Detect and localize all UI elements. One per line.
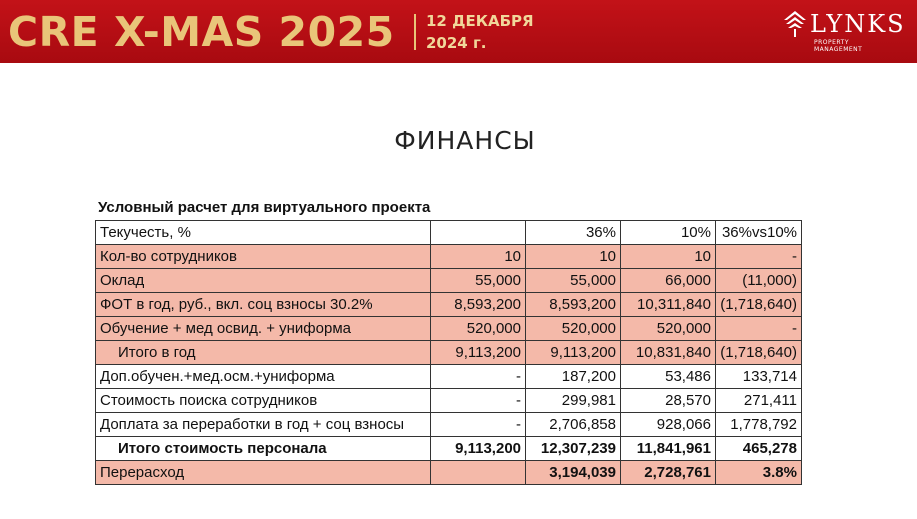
row-label-cell: Итого стоимость персонала xyxy=(96,437,431,461)
value-cell: 2,728,761 xyxy=(621,461,716,485)
table-caption: Условный расчет для виртуального проекта xyxy=(98,199,431,216)
value-cell: 9,113,200 xyxy=(431,341,526,365)
value-cell: 465,278 xyxy=(716,437,802,461)
value-cell: - xyxy=(431,413,526,437)
lynks-logo xyxy=(784,9,914,59)
row-label-cell: Обучение + мед освид. + униформа xyxy=(96,317,431,341)
value-cell: 10 xyxy=(526,245,621,269)
row-label-cell: ФОТ в год, руб., вкл. соц взносы 30.2% xyxy=(96,293,431,317)
value-cell: 520,000 xyxy=(621,317,716,341)
event-title: CRE X-MAS 2025 xyxy=(8,8,395,56)
table-row xyxy=(96,269,802,293)
row-label-cell: Кол-во сотрудников xyxy=(96,245,431,269)
value-cell: 8,593,200 xyxy=(526,293,621,317)
value-cell: (1,718,640) xyxy=(716,293,802,317)
finance-table-body xyxy=(96,221,802,485)
brand-sub-line1: PROPERTY xyxy=(814,39,849,46)
value-cell: 3,194,039 xyxy=(526,461,621,485)
value-cell: 10 xyxy=(621,245,716,269)
row-label-cell: Доп.обучен.+мед.осм.+униформа xyxy=(96,365,431,389)
brand-subtitle xyxy=(814,39,862,53)
value-cell: 1,778,792 xyxy=(716,413,802,437)
banner-divider xyxy=(414,14,416,50)
value-cell: 10,831,840 xyxy=(621,341,716,365)
value-cell: - xyxy=(716,245,802,269)
value-cell: 36%vs10% xyxy=(716,221,802,245)
value-cell: 66,000 xyxy=(621,269,716,293)
value-cell: 36% xyxy=(526,221,621,245)
value-cell xyxy=(431,461,526,485)
value-cell xyxy=(431,221,526,245)
slide-title: ФИНАНСЫ xyxy=(394,126,536,155)
row-label-cell: Стоимость поиска сотрудников xyxy=(96,389,431,413)
table-row xyxy=(96,221,802,245)
row-label-cell: Перерасход xyxy=(96,461,431,485)
value-cell: 53,486 xyxy=(621,365,716,389)
value-cell: - xyxy=(431,365,526,389)
event-banner xyxy=(0,0,917,63)
table-row xyxy=(96,389,802,413)
value-cell: 299,981 xyxy=(526,389,621,413)
row-label-cell: Оклад xyxy=(96,269,431,293)
value-cell: 55,000 xyxy=(431,269,526,293)
table-row xyxy=(96,461,802,485)
value-cell: 520,000 xyxy=(431,317,526,341)
value-cell: - xyxy=(716,317,802,341)
value-cell: 3.8% xyxy=(716,461,802,485)
value-cell: 928,066 xyxy=(621,413,716,437)
value-cell: 187,200 xyxy=(526,365,621,389)
table-row xyxy=(96,341,802,365)
brand-sub-line2: MANAGEMENT xyxy=(814,46,863,53)
value-cell: 28,570 xyxy=(621,389,716,413)
value-cell: 2,706,858 xyxy=(526,413,621,437)
value-cell: 10% xyxy=(621,221,716,245)
event-date-line1: 12 ДЕКАБРЯ xyxy=(426,12,534,30)
value-cell: 133,714 xyxy=(716,365,802,389)
event-date-line2: 2024 г. xyxy=(426,34,487,52)
value-cell: 520,000 xyxy=(526,317,621,341)
value-cell: (1,718,640) xyxy=(716,341,802,365)
value-cell: - xyxy=(431,389,526,413)
value-cell: 11,841,961 xyxy=(621,437,716,461)
value-cell: (11,000) xyxy=(716,269,802,293)
lynks-logo-mark-icon xyxy=(784,11,806,37)
row-label-cell: Итого в год xyxy=(96,341,431,365)
value-cell: 271,411 xyxy=(716,389,802,413)
value-cell: 8,593,200 xyxy=(431,293,526,317)
value-cell: 10,311,840 xyxy=(621,293,716,317)
value-cell: 10 xyxy=(431,245,526,269)
row-label-cell: Текучесть, % xyxy=(96,221,431,245)
table-row xyxy=(96,293,802,317)
table-row xyxy=(96,365,802,389)
event-date xyxy=(426,10,534,54)
value-cell: 55,000 xyxy=(526,269,621,293)
table-row xyxy=(96,413,802,437)
table-row xyxy=(96,437,802,461)
brand-name: LYNKS xyxy=(810,10,906,38)
value-cell: 9,113,200 xyxy=(526,341,621,365)
row-label-cell: Доплата за переработки в год + соц взносы xyxy=(96,413,431,437)
value-cell: 9,113,200 xyxy=(431,437,526,461)
table-row xyxy=(96,317,802,341)
value-cell: 12,307,239 xyxy=(526,437,621,461)
finance-table xyxy=(95,220,802,485)
table-row xyxy=(96,245,802,269)
